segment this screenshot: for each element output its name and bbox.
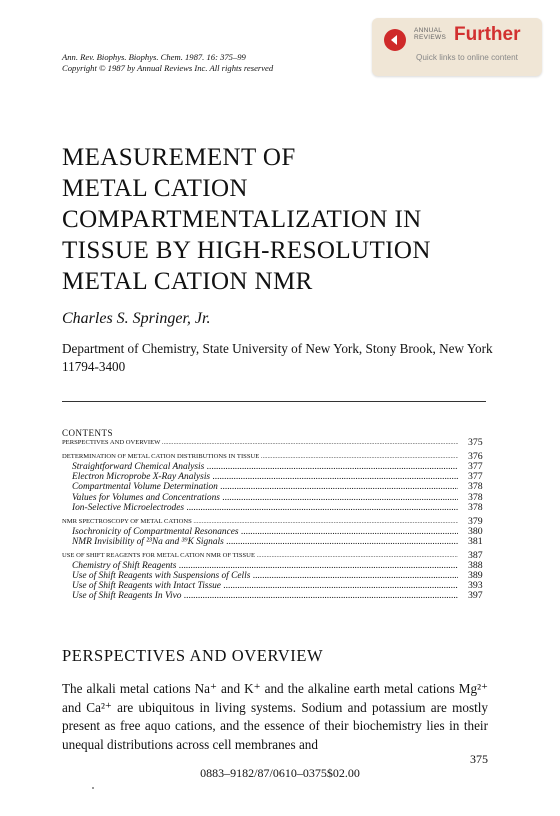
toc-entry-page: 378 [468, 501, 483, 513]
further-wordmark: Further [454, 24, 521, 45]
toc-entry[interactable] [62, 438, 486, 448]
toc-entry[interactable] [62, 561, 486, 571]
toc-entry-label: Compartmental Volume Determination ..... [72, 482, 458, 492]
toc-entry-page: 380 [468, 525, 483, 537]
back-arrow-circle-icon [384, 29, 406, 51]
toc-entry-page: 388 [468, 559, 483, 571]
toc-entry-label: Chemistry of Shift Reagents ..... [72, 561, 458, 571]
toc-entry-label: Ion-Selective Microelectrodes ..... [72, 503, 458, 513]
toc-entry[interactable] [62, 537, 486, 547]
toc-entry[interactable] [62, 493, 486, 503]
divider-rule [62, 401, 486, 402]
toc-entry-label: Use of Shift Reagents with Suspensions of Cells ..... [72, 571, 458, 581]
title-line: METAL CATION [62, 175, 248, 202]
toc-entry-label: DETERMINATION OF METAL CATION DISTRIBUTIONS IN TISSUE ..... [62, 452, 458, 462]
section-heading: PERSPECTIVES AND OVERVIEW [62, 646, 324, 665]
toc-entry-page: 379 [468, 515, 483, 527]
toc-entry-label: USE OF SHIFT REAGENTS FOR METAL CATION NMR OF TISSUE ..... [62, 551, 458, 561]
toc-entry[interactable] [62, 551, 486, 561]
article-title [62, 142, 431, 297]
toc-entry-page: 376 [468, 450, 483, 462]
toc-entry[interactable] [62, 472, 486, 482]
toc-entry[interactable] [62, 452, 486, 462]
further-subtitle: Quick links to online content [416, 53, 518, 62]
author-name: Charles S. Springer, Jr. [62, 310, 211, 327]
body-paragraph: The alkali metal cations Na⁺ and K⁺ and the alkaline earth metal cations Mg²⁺ and Ca²⁺ are ubiquitous in living systems. Sodium and potassium are mostly present as free aquo cations, and the essence of their biochemistry lies in their unequal distributions across cell membranes and [62, 681, 488, 752]
footer-code: 0883–9182/87/0610–0375$02.00 [200, 766, 360, 780]
citation-line-2: Copyright © 1987 by Annual Reviews Inc. All rights reserved [62, 63, 274, 73]
toc-entry-page: 378 [468, 491, 483, 503]
table-of-contents [62, 438, 486, 602]
toc-entry[interactable] [62, 517, 486, 527]
citation-line-1: Ann. Rev. Biophys. Biophys. Chem. 1987. 16: 375–99 [62, 52, 246, 62]
toc-entry[interactable] [62, 581, 486, 591]
toc-entry-label: Values for Volumes and Concentrations ..... [72, 493, 458, 503]
toc-entry-page: 389 [468, 570, 483, 582]
toc-entry-label: Use of Shift Reagents with Intact Tissue ..... [72, 581, 458, 591]
toc-entry-page: 397 [468, 590, 483, 602]
toc-entry-label: NMR SPECTROSCOPY OF METAL CATIONS ..... [62, 517, 458, 527]
toc-entry-label: PERSPECTIVES AND OVERVIEW ..... [62, 438, 458, 448]
toc-entry-page: 378 [468, 481, 483, 493]
contents-heading: CONTENTS [62, 428, 113, 438]
toc-entry-page: 381 [468, 535, 483, 547]
toc-entry-page: 377 [468, 471, 483, 483]
toc-entry[interactable] [62, 462, 486, 472]
title-line: TISSUE BY HIGH-RESOLUTION [62, 237, 431, 264]
annual-reviews-logo: ANNUAL REVIEWS [414, 27, 447, 41]
author-affiliation: Department of Chemistry, State University of New York, Stony Brook, New York 11794-3400 [62, 341, 493, 374]
toc-entry-label: Isochronicity of Compartmental Resonances ..... [72, 527, 458, 537]
title-line: METAL CATION NMR [62, 268, 313, 295]
page-number: 375 [470, 752, 488, 766]
toc-entry-label: Electron Microprobe X-Ray Analysis ..... [72, 472, 458, 482]
title-line: COMPARTMENTALIZATION IN [62, 206, 422, 233]
journal-citation [62, 52, 273, 74]
scan-speck [92, 787, 94, 789]
toc-entry[interactable] [62, 503, 486, 513]
further-links-badge[interactable] [372, 18, 542, 76]
toc-entry[interactable] [62, 527, 486, 537]
toc-entry-label: NMR Invisibility of ²³Na and ³⁹K Signals ..... [72, 537, 458, 547]
toc-entry-page: 393 [468, 580, 483, 592]
toc-entry-page: 377 [468, 460, 483, 472]
title-line: MEASUREMENT OF [62, 144, 296, 171]
toc-entry[interactable] [62, 591, 486, 601]
toc-entry-page: 375 [468, 437, 483, 448]
toc-entry-page: 387 [468, 549, 483, 561]
toc-entry[interactable] [62, 571, 486, 581]
toc-entry[interactable] [62, 482, 486, 492]
toc-entry-label: Straightforward Chemical Analysis ..... [72, 462, 458, 472]
toc-entry-label: Use of Shift Reagents In Vivo ..... [72, 591, 458, 601]
body-text [62, 680, 488, 754]
